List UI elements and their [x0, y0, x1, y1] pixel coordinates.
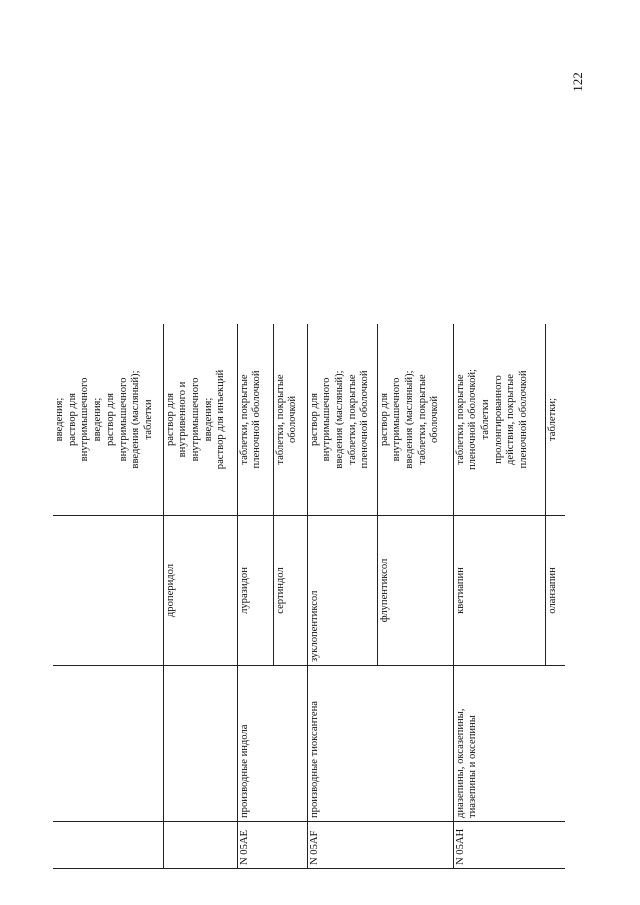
drug-name-cell: [53, 516, 163, 666]
table-row: [273, 324, 307, 869]
table-row: [163, 324, 237, 869]
dosage-forms-cell: введения; раствор для внутримышечного введения; раствор для внутримышечного введения (масляный); таблетки: [53, 324, 163, 516]
group-cell: производные индола: [237, 666, 273, 822]
drug-name-cell: дроперидол: [163, 516, 237, 666]
atc-code-cell: N 05AF: [307, 822, 377, 869]
atc-code-cell: [53, 822, 163, 869]
dosage-forms-cell: таблетки;: [545, 324, 565, 516]
atc-code-cell: [377, 822, 453, 869]
group-cell: производные тиоксантена: [307, 666, 377, 822]
table-row: [307, 324, 377, 869]
atc-code-cell: [545, 822, 565, 869]
group-cell: [163, 666, 237, 822]
drug-table-container: [53, 324, 565, 869]
atc-code-cell: [273, 822, 307, 869]
dosage-forms-cell: раствор для внутривенного и внутримышечного введения; раствор для инъекций: [163, 324, 237, 516]
table-row: [453, 324, 545, 869]
drug-name-cell: оланзапин: [545, 516, 565, 666]
group-cell: [273, 666, 307, 822]
page-number: 122: [570, 72, 585, 92]
group-cell: [377, 666, 453, 822]
table-row: [53, 324, 163, 869]
dosage-forms-cell: таблетки, покрытые оболочкой: [273, 324, 307, 516]
dosage-forms-cell: раствор для внутримышечного введения (масляный); таблетки, покрытые пленочной оболочкой: [307, 324, 377, 516]
drug-name-cell: зуклопентиксол: [307, 516, 377, 666]
atc-code-cell: [163, 822, 237, 869]
drug-table: [53, 324, 565, 869]
atc-code-cell: N 05AE: [237, 822, 273, 869]
group-cell: диазепины, оксазепины, тиазепины и оксепины: [453, 666, 545, 822]
table-row: [377, 324, 453, 869]
dosage-forms-cell: раствор для внутримышечного введения (масляный); таблетки, покрытые оболочкой: [377, 324, 453, 516]
dosage-forms-cell: таблетки, покрытые пленочной оболочкой: [237, 324, 273, 516]
atc-code-cell: N 05AH: [453, 822, 545, 869]
drug-name-cell: сертиндол: [273, 516, 307, 666]
group-cell: [53, 666, 163, 822]
table-row: [237, 324, 273, 869]
dosage-forms-cell: таблетки, покрытые пленочной оболочкой; таблетки пролонгированного действия, покрытые пленочной оболочкой: [453, 324, 545, 516]
group-cell: [545, 666, 565, 822]
drug-name-cell: кветиапин: [453, 516, 545, 666]
drug-name-cell: флупентиксол: [377, 516, 453, 666]
table-row: [545, 324, 565, 869]
drug-name-cell: луразидон: [237, 516, 273, 666]
